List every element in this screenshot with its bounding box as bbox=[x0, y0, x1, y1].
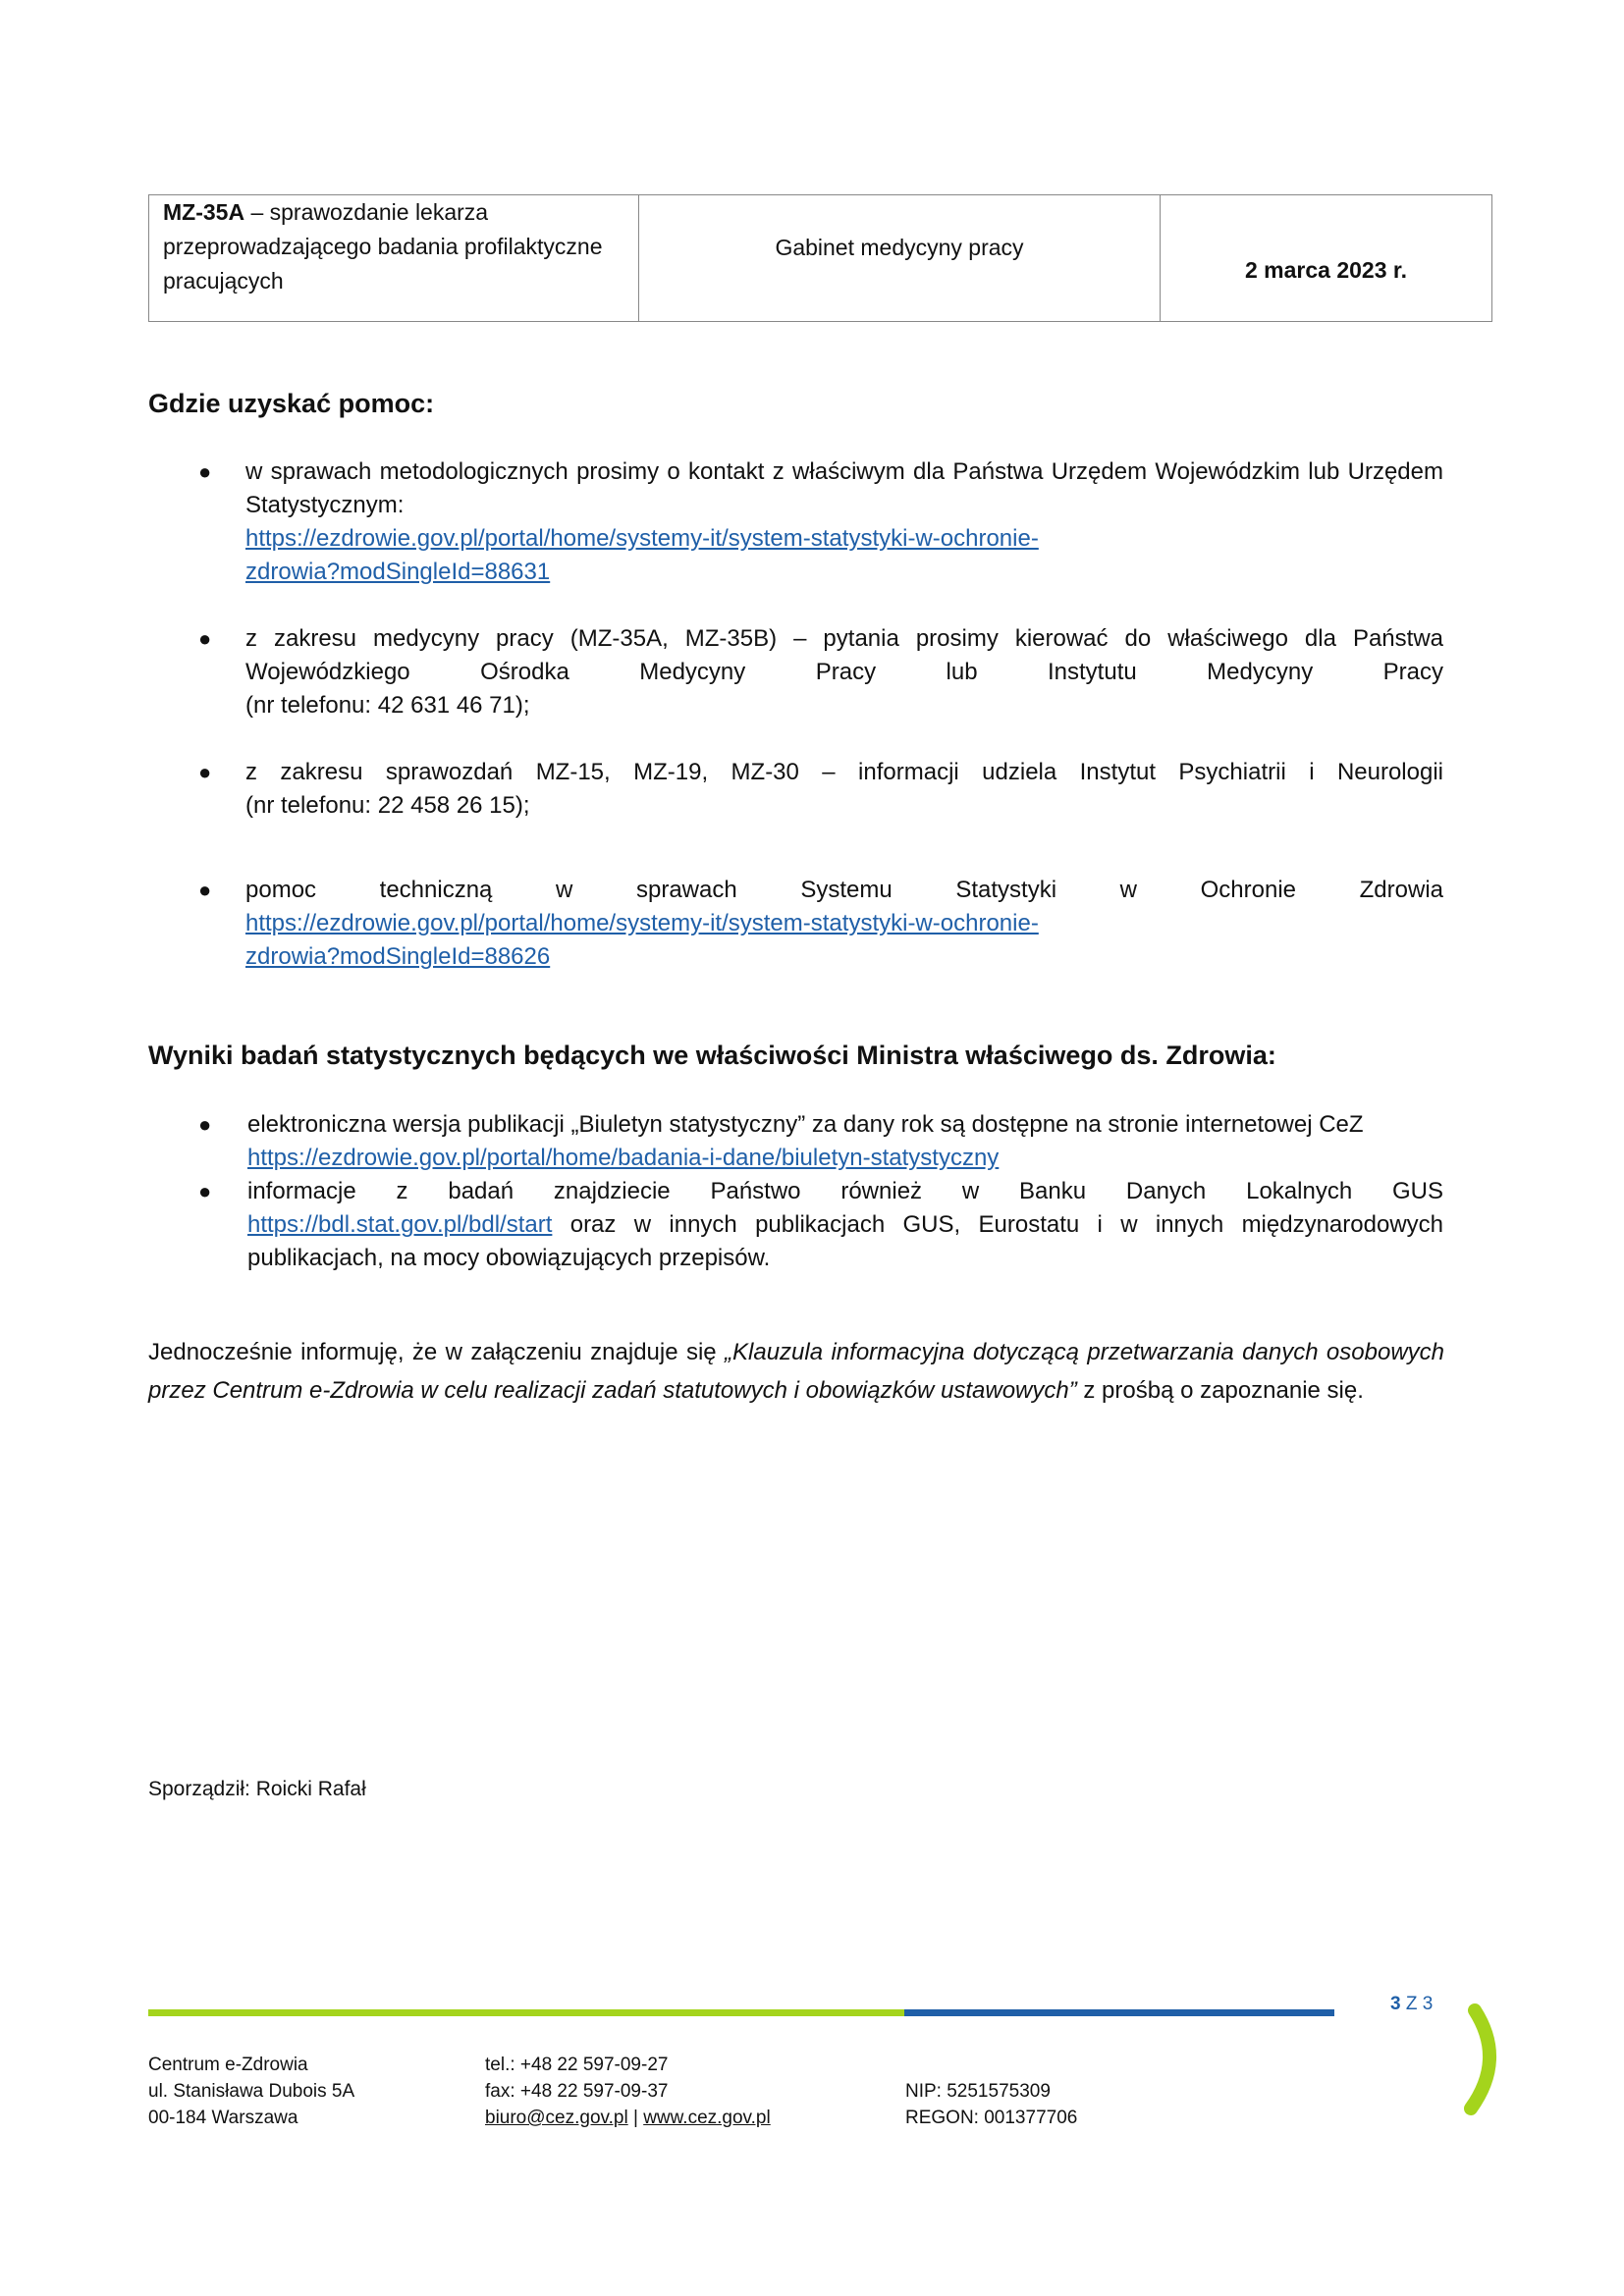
bullet-icon: ● bbox=[198, 1112, 212, 1137]
footer-regon: REGON: 001377706 bbox=[905, 2108, 1078, 2128]
help-item-technical-line1: pomoc techniczną w sprawach Systemu Statystyki w Ochronie Zdrowia bbox=[245, 877, 1443, 903]
prepared-by: Sporządził: Roicki Rafał bbox=[148, 1778, 366, 1800]
bdl-link[interactable]: https://bdl.stat.gov.pl/bdl/start bbox=[247, 1211, 553, 1238]
footer-tel: tel.: +48 22 597-09-27 bbox=[485, 2055, 669, 2075]
bulletin-link[interactable]: https://ezdrowie.gov.pl/portal/home/badania-i-dane/biuletyn-statystyczny bbox=[247, 1145, 1000, 1171]
footer-bar-green bbox=[148, 2009, 904, 2016]
help-item-occupational bbox=[198, 622, 1443, 722]
help-item-occupational-phone: (nr telefonu: 42 631 46 71); bbox=[245, 692, 530, 719]
closing-paragraph bbox=[148, 1333, 1444, 1410]
help-item-occupational-line2: Wojewódzkiego Ośrodka Medycyny Pracy lub Instytutu Medycyny Pracy bbox=[245, 659, 1443, 685]
results-item-gus-line3: publikacjach, na mocy obowiązujących przepisów. bbox=[247, 1245, 771, 1271]
footer-registry bbox=[905, 2078, 1077, 2131]
help-item-psychiatry bbox=[198, 756, 1443, 823]
footer-org-city: 00-184 Warszawa bbox=[148, 2108, 298, 2128]
footer-separator: | bbox=[627, 2108, 644, 2128]
footer-address bbox=[148, 2052, 354, 2131]
help-link-methodology-cont[interactable]: zdrowia?modSingleId=88631 bbox=[245, 559, 551, 585]
help-item-technical bbox=[198, 874, 1443, 974]
help-list bbox=[198, 455, 1443, 974]
form-description-line1: – sprawozdanie lekarza bbox=[244, 199, 489, 225]
bullet-icon: ● bbox=[198, 760, 212, 784]
help-link-methodology[interactable]: https://ezdrowie.gov.pl/portal/home/systemy-it/system-statystyki-w-ochronie- bbox=[245, 525, 1039, 552]
footer-bar-blue bbox=[904, 2009, 1334, 2016]
recipient-cell: Gabinet medycyny pracy bbox=[639, 195, 1161, 322]
help-item-psychiatry-phone: (nr telefonu: 22 458 26 15); bbox=[245, 792, 530, 819]
closing-text-end: z prośbą o zapoznanie się. bbox=[1076, 1377, 1364, 1404]
brand-arc-icon bbox=[1426, 2002, 1504, 2120]
help-heading: Gdzie uzyskać pomoc: bbox=[148, 389, 435, 418]
bullet-icon: ● bbox=[198, 1179, 212, 1203]
closing-clause-title: „Klauzula informacyjna dotyczącą przetwarzania danych osobowych przez Centrum e-Zdrowia w celu realizacji zadań statutowych i obowiązków ustawowych” bbox=[148, 1339, 1445, 1404]
footer-nip: NIP: 5251575309 bbox=[905, 2081, 1051, 2102]
form-description-line2: przeprowadzającego badania profilaktyczne bbox=[163, 234, 603, 259]
page-total: 3 bbox=[1422, 1994, 1434, 2014]
page-current: 3 bbox=[1390, 1994, 1401, 2014]
results-heading: Wyniki badań statystycznych będących we właściwości Ministra właściwego ds. Zdrowia: bbox=[148, 1041, 1276, 1070]
footer-contact bbox=[485, 2052, 771, 2131]
help-item-psychiatry-line1: z zakresu sprawozdań MZ-15, MZ-19, MZ-30 – informacji udziela Instytut Psychiatrii i Neurologii bbox=[245, 759, 1443, 785]
header-table bbox=[148, 194, 1492, 322]
footer-org-street: ul. Stanisława Dubois 5A bbox=[148, 2081, 355, 2102]
results-item-bulletin bbox=[198, 1108, 1443, 1175]
help-link-technical[interactable]: https://ezdrowie.gov.pl/portal/home/systemy-it/system-statystyki-w-ochronie- bbox=[245, 910, 1039, 936]
page-separator: Z bbox=[1400, 1994, 1423, 2014]
form-description-cell bbox=[149, 195, 639, 322]
footer-org-name: Centrum e-Zdrowia bbox=[148, 2055, 308, 2075]
footer-fax: fax: +48 22 597-09-37 bbox=[485, 2081, 669, 2102]
closing-text-start: Jednocześnie informuję, że w załączeniu znajduje się bbox=[148, 1339, 726, 1365]
form-code: MZ-35A bbox=[163, 199, 245, 225]
help-item-methodology-text: w sprawach metodologicznych prosimy o kontakt z właściwym dla Państwa Urzędem Wojewódzkim lub Urzędem Statystycznym: bbox=[245, 458, 1443, 518]
results-item-gus bbox=[198, 1175, 1443, 1275]
footer-website-link[interactable]: www.cez.gov.pl bbox=[643, 2108, 771, 2128]
results-item-gus-line2: oraz w innych publikacjach GUS, Eurostatu i w innych międzynarodowych bbox=[552, 1211, 1443, 1238]
results-item-gus-line1: informacje z badań znajdziecie Państwo również w Banku Danych Lokalnych GUS bbox=[247, 1178, 1443, 1204]
deadline-cell: 2 marca 2023 r. bbox=[1161, 195, 1492, 322]
bullet-icon: ● bbox=[198, 459, 212, 484]
help-link-technical-cont[interactable]: zdrowia?modSingleId=88626 bbox=[245, 943, 551, 970]
form-description-line3: pracujących bbox=[163, 268, 284, 294]
results-list bbox=[198, 1108, 1443, 1275]
footer-email-link[interactable]: biuro@cez.gov.pl bbox=[485, 2108, 628, 2128]
bullet-icon: ● bbox=[198, 626, 212, 651]
help-item-occupational-line1: z zakresu medycyny pracy (MZ-35A, MZ-35B) – pytania prosimy kierować do właściwego dla Państwa bbox=[245, 625, 1443, 652]
help-item-methodology bbox=[198, 455, 1443, 589]
results-item-bulletin-text: elektroniczna wersja publikacji „Biuletyn statystyczny” za dany rok są dostępne na stronie internetowej CeZ bbox=[247, 1111, 1364, 1138]
bullet-icon: ● bbox=[198, 878, 212, 902]
